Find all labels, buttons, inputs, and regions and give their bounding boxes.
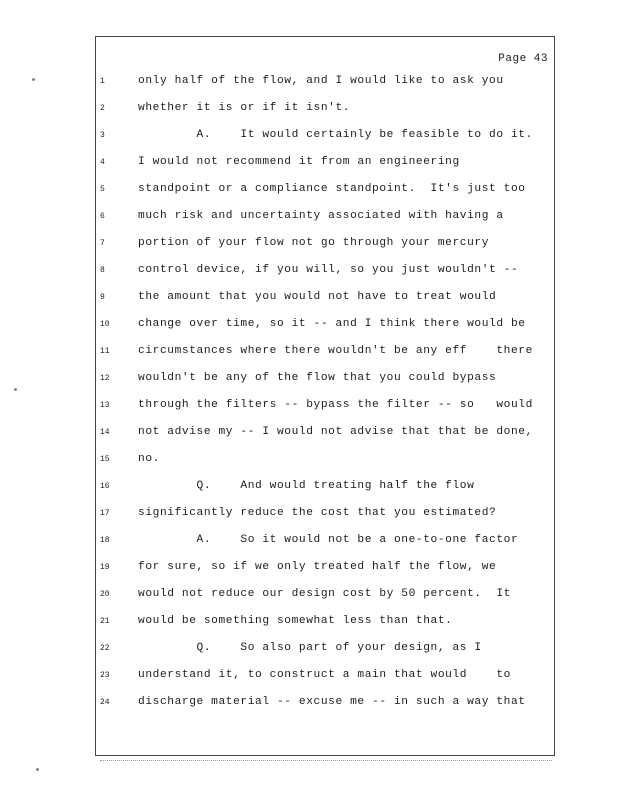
line-number: 23: [100, 671, 110, 680]
transcript-line: [96, 588, 554, 608]
line-number: 9: [100, 293, 105, 302]
transcript-line: [96, 291, 554, 311]
line-text: the amount that you would not have to treat would: [138, 291, 497, 303]
line-text: no.: [138, 453, 160, 465]
line-number: 6: [100, 212, 105, 221]
line-number: 19: [100, 563, 110, 572]
line-text: wouldn't be any of the flow that you could bypass: [138, 372, 497, 384]
line-text: Q. So also part of your design, as I: [138, 642, 482, 654]
line-number: 5: [100, 185, 105, 194]
line-number: 2: [100, 104, 105, 113]
line-number: 20: [100, 590, 110, 599]
line-text: would not reduce our design cost by 50 percent. It: [138, 588, 511, 600]
transcript-line: [96, 480, 554, 500]
line-number: 10: [100, 320, 110, 329]
line-text: Q. And would treating half the flow: [138, 480, 475, 492]
line-text: through the filters -- bypass the filter -- so would: [138, 399, 533, 411]
transcript-line: [96, 129, 554, 149]
transcript-line: [96, 318, 554, 338]
page-number: Page 43: [498, 53, 548, 65]
line-text: would be something somewhat less than that.: [138, 615, 453, 627]
transcript-line: [96, 615, 554, 635]
transcript-line: [96, 345, 554, 365]
line-text: control device, if you will, so you just wouldn't --: [138, 264, 519, 276]
line-text: whether it is or if it isn't.: [138, 102, 351, 114]
line-text: discharge material -- excuse me -- in such a way that: [138, 696, 526, 708]
line-number: 17: [100, 509, 110, 518]
transcript-line: [96, 264, 554, 284]
line-text: not advise my -- I would not advise that that be done,: [138, 426, 533, 438]
scan-speck: [32, 78, 35, 81]
line-text: change over time, so it -- and I think there would be: [138, 318, 526, 330]
transcript-line: [96, 507, 554, 527]
line-number: 13: [100, 401, 110, 410]
line-number: 16: [100, 482, 110, 491]
line-number: 1: [100, 77, 105, 86]
line-number: 22: [100, 644, 110, 653]
transcript-line: [96, 696, 554, 716]
transcript-line: [96, 75, 554, 95]
line-text: understand it, to construct a main that would to: [138, 669, 511, 681]
line-text: much risk and uncertainty associated with having a: [138, 210, 504, 222]
line-number: 21: [100, 617, 110, 626]
line-number: 11: [100, 347, 110, 356]
line-number: 18: [100, 536, 110, 545]
line-number: 24: [100, 698, 110, 707]
scan-speck: [36, 768, 39, 771]
line-number: 4: [100, 158, 105, 167]
transcript-line: [96, 237, 554, 257]
transcript-line: [96, 669, 554, 689]
line-text: portion of your flow not go through your mercury: [138, 237, 490, 249]
line-number: 3: [100, 131, 105, 140]
transcript-line: [96, 642, 554, 662]
transcript-line: [96, 399, 554, 419]
scan-speck: [14, 388, 17, 391]
transcript-page: [95, 36, 555, 756]
line-number: 15: [100, 455, 110, 464]
transcript-line: [96, 156, 554, 176]
line-text: standpoint or a compliance standpoint. It's just too: [138, 183, 526, 195]
transcript-line: [96, 102, 554, 122]
transcript-line: [96, 372, 554, 392]
line-text: A. So it would not be a one-to-one factor: [138, 534, 519, 546]
scan-bottom-rule: [100, 760, 552, 761]
line-text: I would not recommend it from an engineering: [138, 156, 460, 168]
line-text: significantly reduce the cost that you estimated?: [138, 507, 497, 519]
line-number: 7: [100, 239, 105, 248]
line-text: A. It would certainly be feasible to do it.: [138, 129, 533, 141]
line-text: for sure, so if we only treated half the flow, we: [138, 561, 497, 573]
line-number: 14: [100, 428, 110, 437]
transcript-line: [96, 561, 554, 581]
line-number: 12: [100, 374, 110, 383]
line-text: only half of the flow, and I would like to ask you: [138, 75, 504, 87]
transcript-line: [96, 210, 554, 230]
transcript-line: [96, 426, 554, 446]
transcript-line: [96, 453, 554, 473]
line-number: 8: [100, 266, 105, 275]
transcript-line: [96, 183, 554, 203]
transcript-line: [96, 534, 554, 554]
line-text: circumstances where there wouldn't be any eff there: [138, 345, 533, 357]
